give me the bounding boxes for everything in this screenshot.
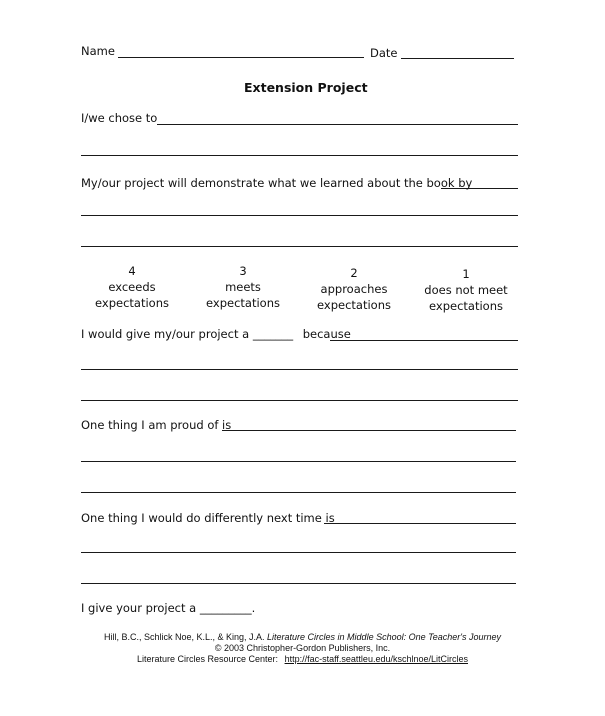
- give-label: I would give my/our project a: [81, 327, 250, 341]
- scale-item-4: [85, 263, 179, 311]
- chose-answer-line-2[interactable]: [81, 155, 518, 156]
- scale-number: 3: [239, 264, 247, 278]
- demonstrate-answer-line-3[interactable]: [81, 246, 518, 247]
- resource-label: Literature Circles Resource Center:: [136, 654, 279, 664]
- differently-answer-line-1[interactable]: [324, 523, 516, 524]
- because-answer-line-3[interactable]: [81, 400, 518, 401]
- demonstrate-prompt: My/our project will demonstrate what we learned about the book by: [81, 176, 473, 190]
- chose-answer-line-1[interactable]: [157, 124, 518, 125]
- demonstrate-answer-line-2[interactable]: [81, 215, 518, 216]
- date-field[interactable]: [401, 58, 514, 59]
- copyright-line: © 2003 Christopher-Gordon Publishers, Inc.: [214, 643, 391, 653]
- final-prompt: [81, 601, 255, 615]
- name-field[interactable]: [118, 57, 364, 58]
- proud-prompt: One thing I am proud of is: [81, 418, 232, 432]
- because-answer-line-1[interactable]: [330, 340, 518, 341]
- resource-link[interactable]: http://fac-staff.seattleu.edu/kschlnoe/LitCircles: [284, 654, 468, 664]
- proud-answer-line-1[interactable]: [222, 430, 516, 431]
- scale-number: 2: [350, 266, 358, 280]
- scale-item-3: [196, 263, 290, 311]
- page-title: Extension Project: [244, 80, 368, 95]
- differently-answer-line-2[interactable]: [81, 552, 516, 553]
- scale-label: expectations: [317, 298, 391, 312]
- demonstrate-answer-line-1[interactable]: [441, 188, 518, 189]
- scale-item-2: [307, 265, 401, 313]
- scale-label: does not meet: [424, 283, 508, 297]
- scale-number: 4: [128, 264, 136, 278]
- scale-label: exceeds: [108, 280, 156, 294]
- proud-answer-line-3[interactable]: [81, 492, 516, 493]
- scale-label: expectations: [206, 296, 280, 310]
- proud-answer-line-2[interactable]: [81, 461, 516, 462]
- citation-book-title: Literature Circles in Middle School: One Teacher's Journey: [267, 632, 502, 642]
- differently-prompt: One thing I would do differently next time is: [81, 511, 335, 525]
- scale-label: expectations: [429, 299, 503, 313]
- resource-line: [0, 654, 605, 664]
- give-prompt: [81, 327, 351, 341]
- scale-label: meets: [225, 280, 261, 294]
- because-label: because: [302, 327, 351, 341]
- citation-authors: Hill, B.C., Schlick Noe, K.L., & King, J.A.: [103, 632, 265, 642]
- scale-number: 1: [462, 267, 470, 281]
- final-rating-blank[interactable]: _________.: [199, 601, 256, 615]
- date-label: Date: [370, 46, 398, 60]
- differently-answer-line-3[interactable]: [81, 583, 516, 584]
- chose-prompt: I/we chose to: [81, 111, 158, 125]
- final-label: I give your project a: [81, 601, 197, 615]
- citation-line: [0, 632, 605, 642]
- scale-label: approaches: [320, 282, 388, 296]
- scale-item-1: [414, 266, 518, 314]
- scale-label: expectations: [95, 296, 169, 310]
- name-label: Name: [81, 44, 115, 58]
- because-answer-line-2[interactable]: [81, 369, 518, 370]
- give-rating-blank[interactable]: _______: [252, 327, 294, 341]
